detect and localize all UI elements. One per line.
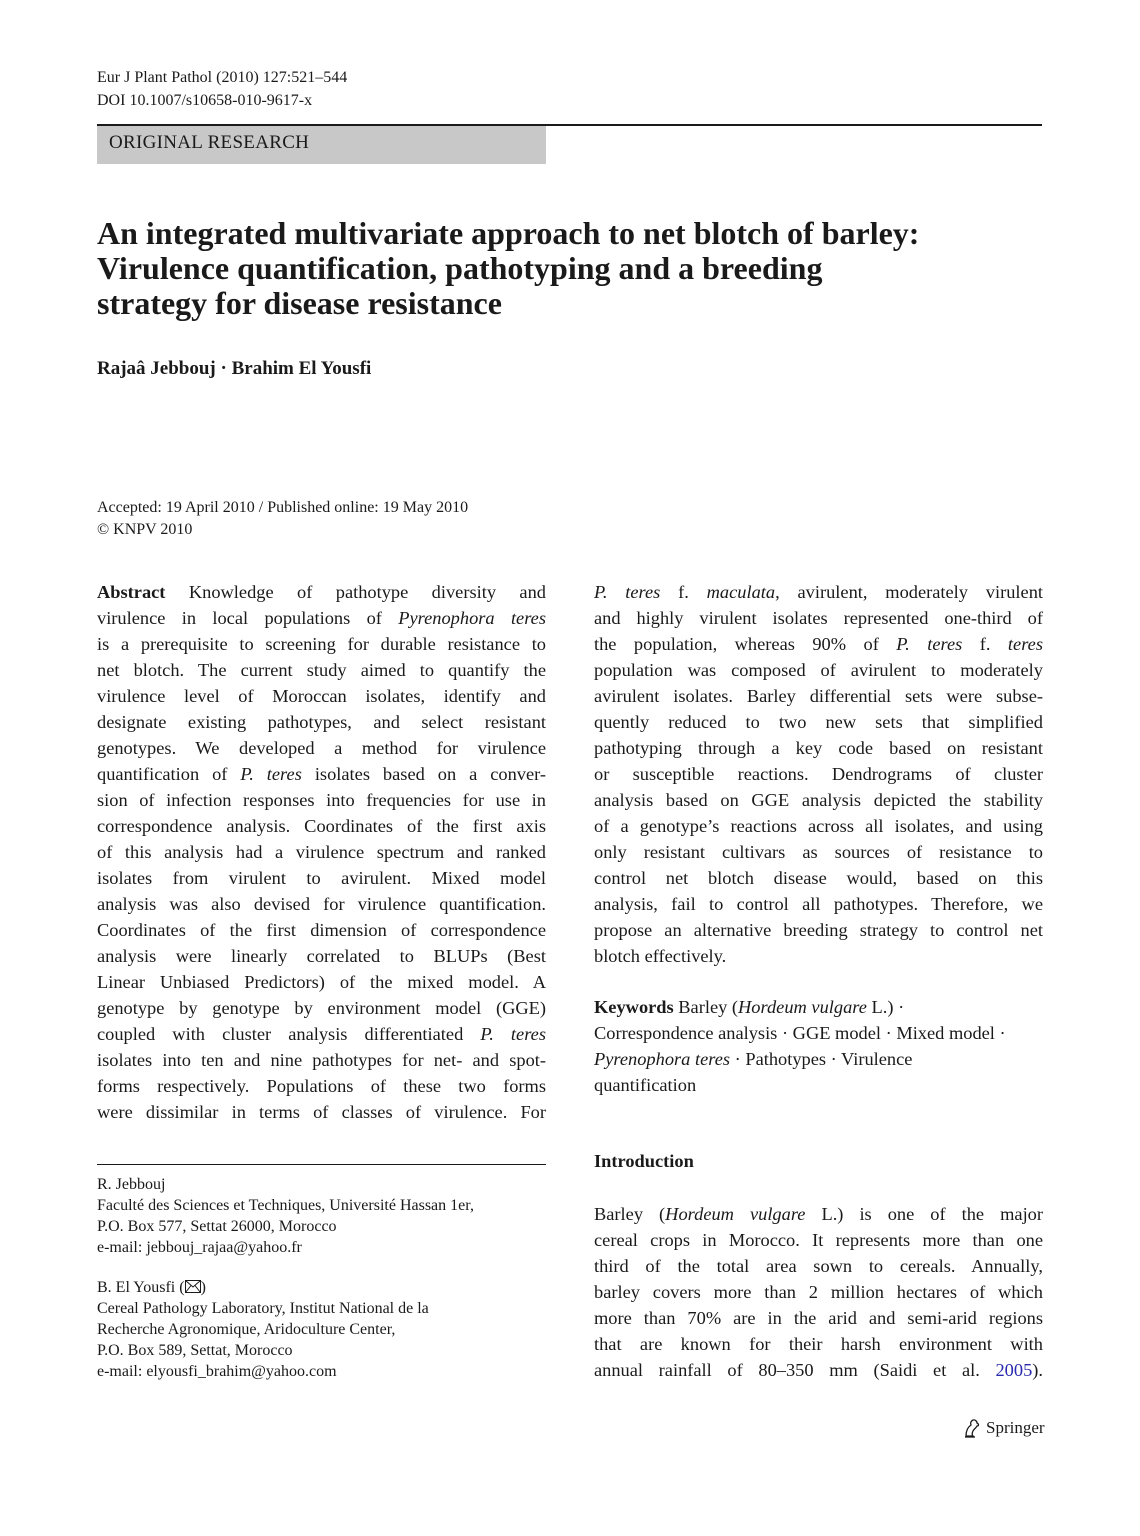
abstract-line: avirulent isolates. Barley differential sets were subse- [594, 686, 1043, 706]
affiliation-line: Recherche Agronomique, Aridoculture Center, [97, 1321, 396, 1338]
article-title [97, 216, 1042, 321]
abstract-line: isolates from virulent to avirulent. Mixed model [97, 868, 546, 888]
keywords [594, 994, 1043, 1098]
keywords-line: Correspondence analysis · GGE model · Mixed model · [594, 1023, 1006, 1043]
springer-horse-icon [963, 1418, 981, 1438]
introduction-heading: Introduction [594, 1151, 694, 1171]
abstract-line: of a genotype’s reactions across all isolates, and using [594, 816, 1043, 836]
abstract-line: genotype by genotype by environment model (GGE) [97, 998, 546, 1018]
title-line: strategy for disease resistance [97, 285, 502, 321]
intro-line: Barley (Hordeum vulgare L.) is one of the major [594, 1204, 1043, 1224]
copyright-text: KNPV 2010 [113, 521, 193, 538]
affiliation-line: Cereal Pathology Laboratory, Institut National de la [97, 1300, 429, 1317]
abstract-line: sion of infection responses into frequencies for use in [97, 790, 546, 810]
publisher-name: Springer [986, 1418, 1045, 1437]
envelope-icon [185, 1280, 201, 1293]
affiliation-line: P.O. Box 589, Settat, Morocco [97, 1342, 293, 1359]
abstract-line: and highly virulent isolates represented one-third of [594, 608, 1043, 628]
keywords-line: Pyrenophora teres · Pathotypes · Virulence [594, 1049, 913, 1069]
abstract-line: Linear Unbiased Predictors) of the mixed model. A [97, 972, 546, 992]
copyright-line [97, 519, 468, 541]
affiliation-jebbouj [97, 1174, 546, 1258]
abstract-line: genotypes. We developed a method for virulence [97, 738, 546, 758]
abstract-line: net blotch. The current study aimed to quantify the [97, 660, 546, 680]
abstract-line: analysis were linearly correlated to BLUPs (Best [97, 946, 546, 966]
citation-link[interactable]: 2005 [995, 1360, 1033, 1380]
intro-line: that are known for their harsh environment with [594, 1334, 1043, 1354]
intro-line: annual rainfall of 80–350 mm (Saidi et al. 2005). [594, 1360, 1043, 1380]
abstract-line: analysis based on GGE analysis depicted the stability [594, 790, 1043, 810]
footnote-rule [97, 1164, 546, 1165]
affiliation-line: R. Jebbouj [97, 1176, 166, 1193]
abstract-line: quantification of P. teres isolates based on a conver- [97, 764, 547, 784]
abstract-line: P. teres f. maculata, avirulent, moderately virulent [594, 582, 1043, 602]
affiliation-line: Faculté des Sciences et Techniques, Université Hassan 1er, [97, 1197, 474, 1214]
abstract-line: the population, whereas 90% of P. teres f. teres [594, 634, 1043, 654]
intro-line: third of the total area sown to cereals. Annually, [594, 1256, 1043, 1276]
intro-line: cereal crops in Morocco. It represents more than one [594, 1230, 1043, 1250]
title-line: An integrated multivariate approach to net blotch of barley: [97, 215, 920, 251]
section-label-band [97, 126, 546, 164]
abstract-line: population was composed of avirulent to moderately [594, 660, 1043, 680]
abstract-line: virulence level of Moroccan isolates, identify and [97, 686, 546, 706]
abstract-line: virulence in local populations of Pyrenophora teres [97, 608, 547, 628]
abstract-line: propose an alternative breeding strategy to control net [594, 920, 1043, 940]
abstract-line: quently reduced to two new sets that simplified [594, 712, 1043, 732]
keywords-line: Keywords Barley (Hordeum vulgare L.) · [594, 997, 905, 1017]
abstract-line: only resistant cultivars as sources of resistance to [594, 842, 1043, 862]
abstract-line: or susceptible reactions. Dendrograms of cluster [594, 764, 1043, 784]
abstract-line: Abstract Knowledge of pathotype diversity and [97, 582, 546, 602]
intro-line: more than 70% are in the arid and semi-arid regions [594, 1308, 1043, 1328]
abstract-right-column [594, 579, 1043, 969]
authors[interactable]: Rajaâ Jebbouj · Brahim El Yousfi [97, 358, 372, 379]
affiliation-line: P.O. Box 577, Settat 26000, Morocco [97, 1218, 337, 1235]
keywords-line: quantification [594, 1075, 697, 1095]
abstract-heading: Abstract [97, 582, 166, 602]
journal-citation: Eur J Plant Pathol (2010) 127:521–544 [97, 69, 348, 86]
keywords-heading: Keywords [594, 997, 674, 1017]
abstract-line: coupled with cluster analysis differentiated P. teres [97, 1024, 546, 1044]
abstract-line: designate existing pathotypes, and select resistant [97, 712, 546, 732]
intro-line: barley covers more than 2 million hectares of which [594, 1282, 1043, 1302]
affiliation-el-yousfi [97, 1277, 546, 1382]
doi[interactable]: DOI 10.1007/s10658-010-9617-x [97, 92, 313, 109]
abstract-line: pathotyping through a key code based on resistant [594, 738, 1043, 758]
email-link[interactable]: e-mail: jebbouj_rajaa@yahoo.fr [97, 1239, 302, 1256]
title-line: Virulence quantification, pathotyping and a breeding [97, 250, 823, 286]
abstract-line: of this analysis had a virulence spectrum and ranked [97, 842, 546, 862]
abstract-line: Coordinates of the first dimension of correspondence [97, 920, 546, 940]
affiliation-line: B. El Yousfi ( ) [97, 1279, 206, 1296]
abstract-line: is a prerequisite to screening for durable resistance to [97, 634, 546, 654]
abstract-line: forms respectively. Populations of these two forms [97, 1076, 546, 1096]
abstract-line: analysis was also devised for virulence quantification. [97, 894, 546, 914]
section-label: ORIGINAL RESEARCH [109, 132, 310, 153]
abstract-line: were dissimilar in terms of classes of virulence. For [97, 1102, 546, 1122]
abstract-line: control net blotch disease would, based on this [594, 868, 1043, 888]
abstract-line: analysis, fail to control all pathotypes. Therefore, we [594, 894, 1043, 914]
introduction-body [594, 1201, 1043, 1383]
abstract-line: isolates into ten and nine pathotypes for net- and spot- [97, 1050, 546, 1070]
abstract-line: correspondence analysis. Coordinates of the first axis [97, 816, 546, 836]
publication-dates [97, 497, 468, 541]
abstract-line: blotch effectively. [594, 946, 727, 966]
abstract-left-column [97, 579, 546, 1125]
publisher-logo [963, 1418, 1045, 1438]
copyright-icon: © [97, 521, 110, 538]
accepted-date: Accepted: 19 April 2010 / Published online: 19 May 2010 [97, 499, 469, 516]
email-link[interactable]: e-mail: elyousfi_brahim@yahoo.com [97, 1363, 337, 1380]
